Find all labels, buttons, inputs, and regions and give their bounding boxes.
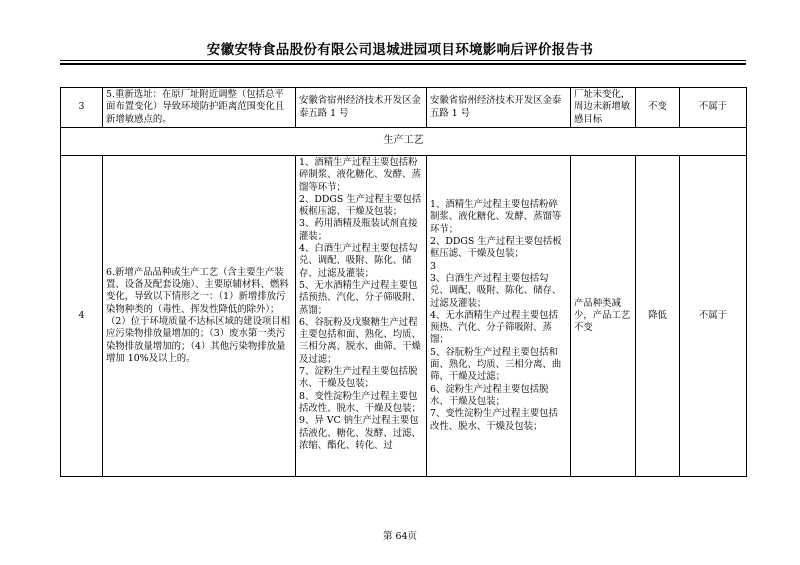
after-status: 1、酒精生产过程主要包括粉碎制浆、液化糖化、发酵、蒸馏等环节； 2、DDGS 生产过程主要包括板框压滤、干燥及包装； 3 3、白酒生产过程主要包括勾兑、调配、吸附、陈化、储存、过滤及灌装； 4、无水酒精生产过程主要包括预热、汽化、分子筛吸附、蒸馏； 5、谷朊粉生产过程主要包括和面、熟化、均质、三相分离、曲筛、干燥及过滤； 6、淀粉生产过程主要包括脱水、干燥及包装； 7、变性淀粉生产过程主要包括改性、脱水、干燥及包装； xyxy=(427,156,571,477)
page-header-title: 安徽安特食品股份有限公司退城进园项目环境影响后评价报告书 xyxy=(206,42,594,58)
section-row xyxy=(61,128,747,156)
verdict: 不属于 xyxy=(680,156,747,477)
header-rule xyxy=(60,60,746,61)
header-rule-thick xyxy=(60,63,746,65)
page-number: 第 64页 xyxy=(382,531,418,542)
before-status: 安徽省宿州经济技术开发区金泰五路 1 号 xyxy=(296,88,427,128)
row-index: 3 xyxy=(61,88,103,128)
table-row xyxy=(61,88,747,128)
section-title: 生产工艺 xyxy=(61,128,747,156)
change-trend: 降低 xyxy=(636,156,680,477)
change-description: 厂址未变化，周边未新增敏感目标 xyxy=(571,88,636,128)
table-row xyxy=(61,156,747,477)
after-status: 安徽省宿州经济技术开发区金泰五路 1 号 xyxy=(427,88,571,128)
assessment-table xyxy=(60,87,747,477)
change-description: 产品种类减少，产品工艺不变 xyxy=(571,156,636,477)
row-index: 4 xyxy=(61,156,103,477)
change-item: 6.新增产品品种或生产工艺（含主要生产装置、设备及配套设施）、主要原辅材料、燃料变化，导致以下情形之一：（1）新增排放污染物种类的（毒性、挥发性降低的除外）；（2）位于环境质量不达标区域的建设项目相应污染物排放量增加的；（3）废水第一类污染物排放量增加的；（4）其他污染物排放量增加 10%及以上的。 xyxy=(103,156,296,477)
change-trend: 不变 xyxy=(636,88,680,128)
change-item: 5.重新选址：在原厂址附近调整（包括总平面布置变化）导致环境防护距离范围变化且新增敏感点的。 xyxy=(103,88,296,128)
before-status: 1、酒精生产过程主要包括粉碎制浆、液化糖化、发酵、蒸馏等环节； 2、DDGS 生产过程主要包括板框压滤、干燥及包装； 3、药用酒精及瓶装试剂直接灌装； 4、白酒生产过程主要包括勾兑、调配、吸附、陈化、储存、过滤及灌装； 5、无水酒精生产过程主要包括预热、汽化、分子筛吸附、蒸馏； 6、谷朊粉及戊聚糖生产过程主要包括和面、熟化、均质、三相分离、脱水、曲筛、干燥及过滤； 7、淀粉生产过程主要包括脱水、干燥及包装； 8、变性淀粉生产过程主要包括改性、脱水、干燥及包装； 9、异 VC 钠生产过程主要包括液化、糖化、发酵、过滤、浓缩、酯化、转化、过 xyxy=(296,156,427,477)
verdict: 不属于 xyxy=(680,88,747,128)
